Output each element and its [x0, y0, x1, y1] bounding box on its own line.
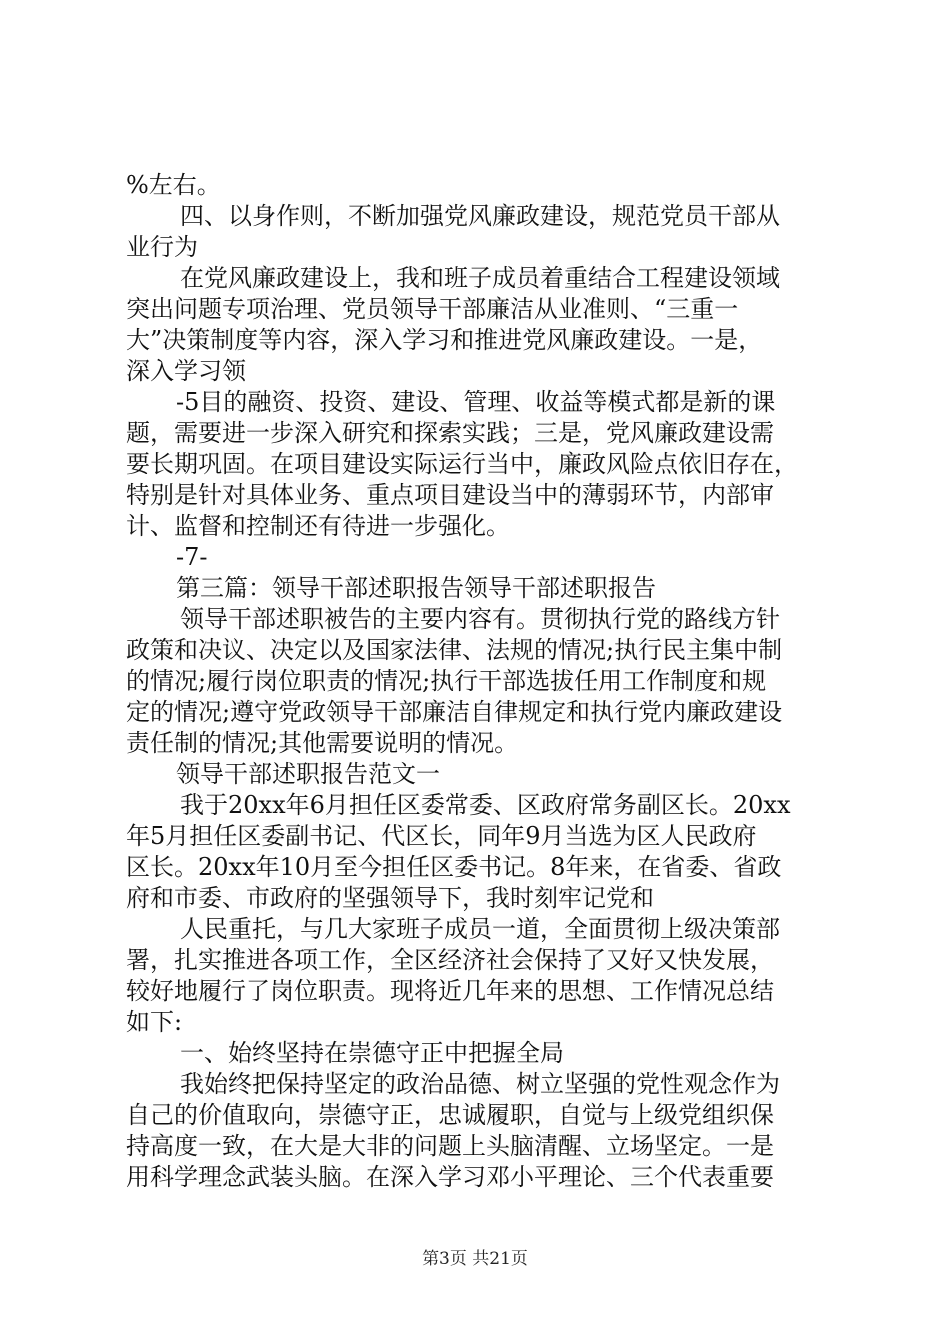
text-line: 在党风廉政建设上，我和班子成员着重结合工程建设领域: [180, 264, 780, 292]
text-line: 我于20xx年6月担任区委常委、区政府常务副区长。20xx: [180, 791, 791, 819]
text-line: 年5月担任区委副书记、代区长，同年9月当选为区人民政府: [126, 822, 757, 850]
page-marker: -7-: [176, 543, 208, 571]
body-text: [126, 170, 836, 1193]
text-line: 如下:: [126, 1008, 183, 1036]
text-line: 用科学理念武装头脑。在深入学习邓小平理论、三个代表重要: [126, 1163, 774, 1191]
text-line: 较好地履行了岗位职责。现将近几年来的思想、工作情况总结: [126, 977, 774, 1005]
subsection-title: 领导干部述职报告范文一: [176, 760, 440, 788]
chapter-title: 第三篇：领导干部述职报告领导干部述职报告: [176, 574, 656, 602]
text-line: 定的情况;遵守党政领导干部廉洁自律规定和执行党内廉政建设: [126, 698, 783, 726]
text-line: 人民重托，与几大家班子成员一道，全面贯彻上级决策部: [180, 915, 780, 943]
text-line: 突出问题专项治理、党员领导干部廉洁从业准则、“三重一: [126, 295, 739, 323]
text-line: 题，需要进一步深入研究和探索实践；三是，党风廉政建设需: [126, 419, 774, 447]
section-heading: 一、始终坚持在崇德守正中把握全局: [180, 1039, 564, 1067]
text-line: 的情况;履行岗位职责的情况;执行干部选拔任用工作制度和规: [126, 667, 767, 695]
section-heading: 四、以身作则，不断加强党风廉政建设，规范党员干部从: [180, 202, 780, 230]
text-line: 府和市委、市政府的坚强领导下，我时刻牢记党和: [126, 884, 654, 912]
text-line: 计、监督和控制还有待进一步强化。: [126, 512, 510, 540]
text-line: %左右。: [126, 171, 221, 199]
text-line: 我始终把保持坚定的政治品德、树立坚强的党性观念作为: [180, 1070, 780, 1098]
text-line: 特别是针对具体业务、重点项目建设当中的薄弱环节，内部审: [126, 481, 774, 509]
page-footer: 第3页 共21页: [422, 1249, 528, 1269]
text-line: 业行为: [126, 233, 198, 261]
text-line: 领导干部述职被告的主要内容有。贯彻执行党的路线方针: [180, 605, 780, 633]
text-line: 大”决策制度等内容，深入学习和推进党风廉政建设。一是，: [126, 326, 763, 354]
text-line: 深入学习领: [126, 357, 246, 385]
text-line: -5目的融资、投资、建设、管理、收益等模式都是新的课: [176, 388, 776, 416]
text-line: 署，扎实推进各项工作，全区经济社会保持了又好又快发展，: [126, 946, 774, 974]
text-line: 政策和决议、决定以及国家法律、法规的情况;执行民主集中制: [126, 636, 783, 664]
text-line: 区长。20xx年10月至今担任区委书记。8年来，在省委、省政: [126, 853, 782, 881]
text-line: 自己的价值取向，崇德守正，忠诚履职，自觉与上级党组织保: [126, 1101, 774, 1129]
text-line: 要长期巩固。在项目建设实际运行当中，廉政风险点依旧存在，: [126, 450, 798, 478]
text-line: 责任制的情况;其他需要说明的情况。: [126, 729, 519, 757]
text-line: 持高度一致，在大是大非的问题上头脑清醒、立场坚定。一是: [126, 1132, 774, 1160]
